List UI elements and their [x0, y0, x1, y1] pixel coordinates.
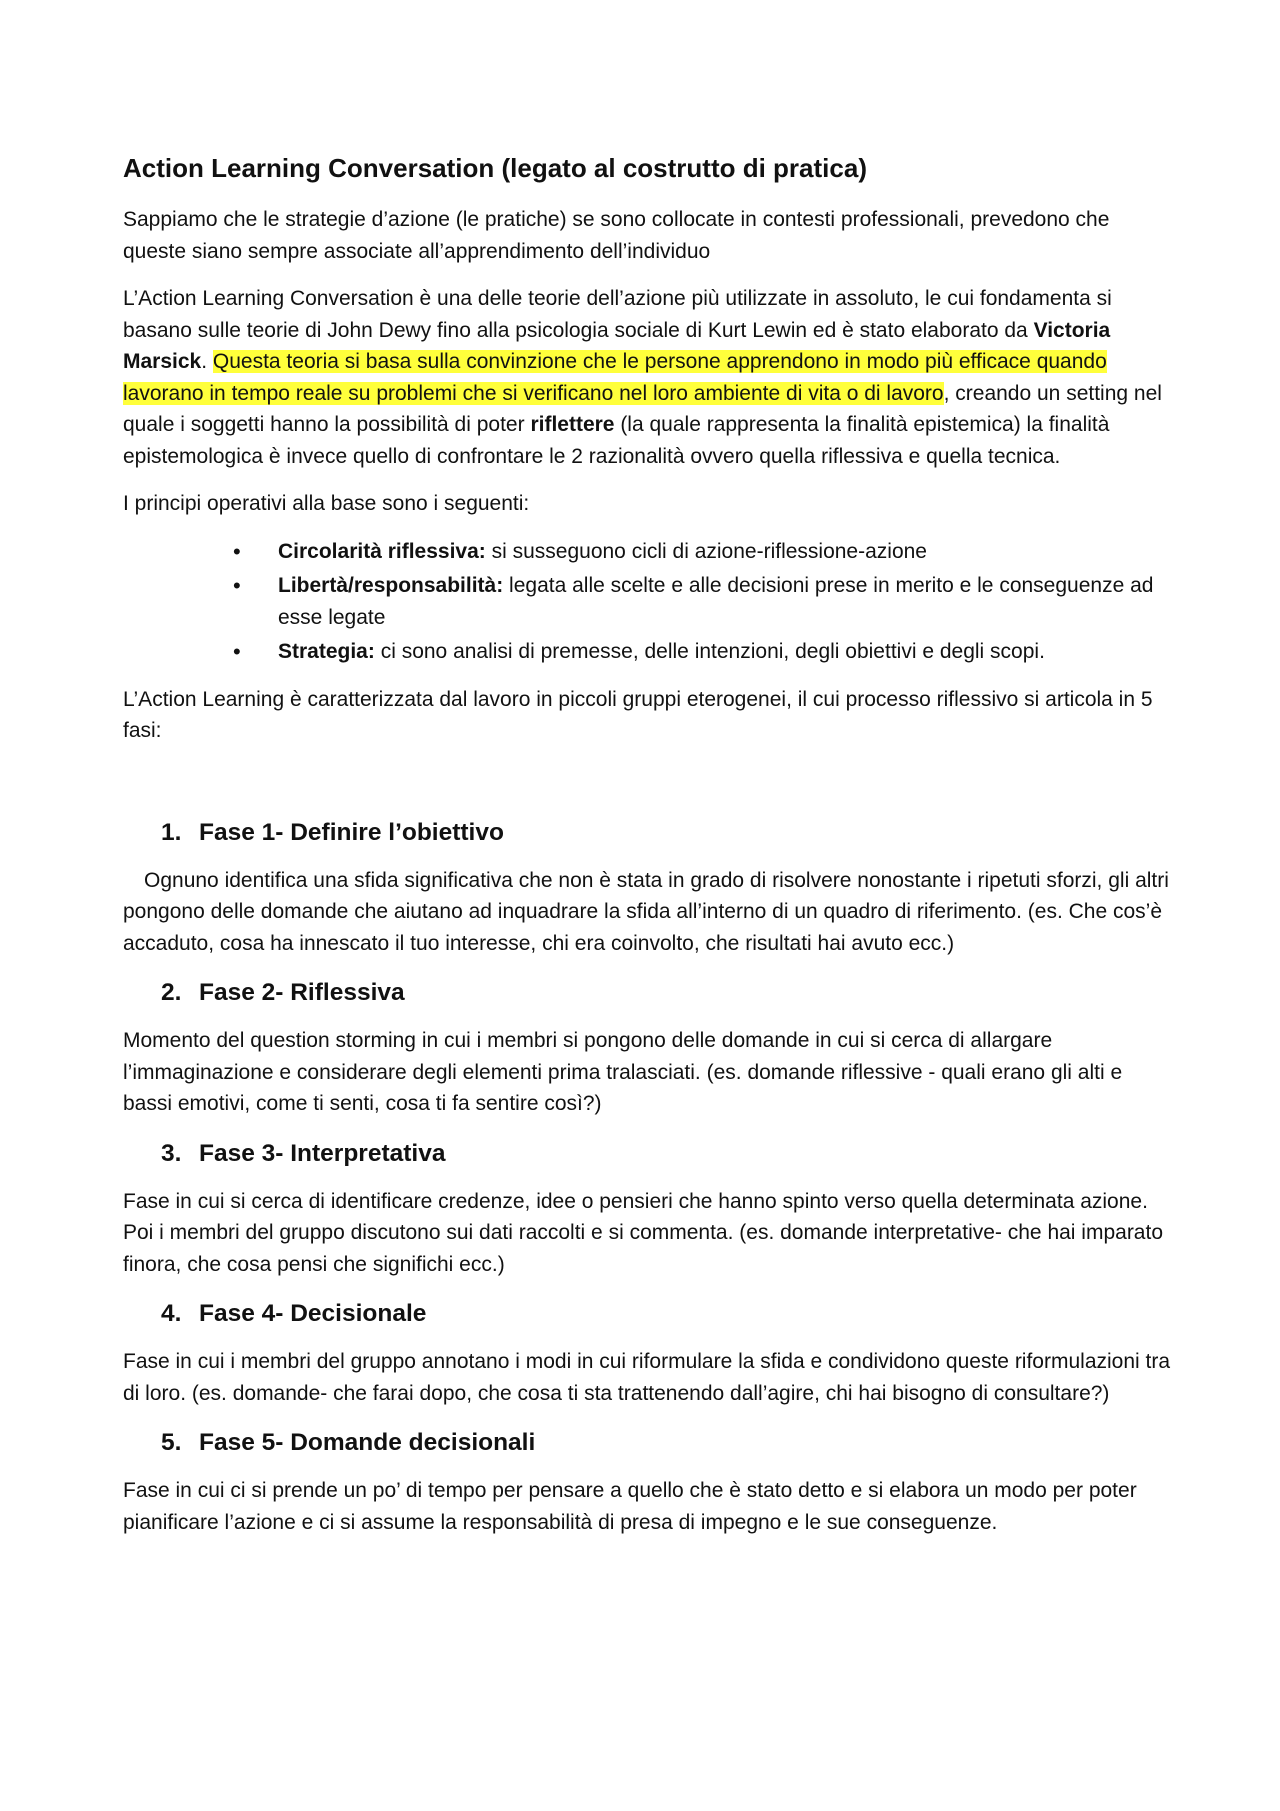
principle-term: Libertà/responsabilità: [278, 574, 504, 597]
phase-number: 5. [161, 1429, 182, 1456]
bullet-icon: • [233, 538, 241, 564]
spacer [123, 763, 1173, 815]
principle-term: Circolarità riflessiva: [278, 539, 486, 563]
principle-text: ci sono analisi di premesse, delle intenzioni, degli obiettivi e degli scopi. [374, 640, 1045, 663]
document-title: Action Learning Conversation (legato al costrutto di pratica) [123, 153, 867, 183]
highlighted-text: Questa teoria si basa sulla convinzione che le persone apprendono in modo più efficace quando lavorano in tempo reale su problemi che si verificano nel loro ambiente di vita o di lavoro [123, 350, 1107, 405]
principle-item [233, 536, 1173, 568]
phase-text-3: Fase in cui si cerca di identificare credenze, idee o pensieri che hanno spinto verso quella determinata azione. Poi i membri del gruppo discutono sui dati raccolti e si commenta. (es. domande interpretative- che hai imparato finora, che cosa pensi che significhi ecc.) [123, 1189, 1164, 1276]
principle-item [233, 636, 1173, 668]
bold-word-riflettere: riflettere [530, 413, 615, 436]
bullet-icon: • [233, 639, 241, 664]
phase-heading-3 [123, 1136, 1173, 1172]
theory-paragraph [123, 283, 1173, 472]
theory-text-part4: (la quale rappresenta la finalità epistemica) la finalità epistemologica è invece quello di confrontare le 2 razionalità ovvero quella riflessiva e quella tecnica. [123, 413, 1110, 468]
phase-text-5: Fase in cui ci si prende un po’ di tempo per pensare a quello che è stato detto e si elabora un modo per poter pianificare l’azione e ci si assume la responsabilità di presa di impegno e le sue conseguenze. [123, 1479, 1137, 1534]
principle-text: si susseguono cicli di azione-riflessione-azione [485, 539, 927, 563]
phase-number: 4. [161, 1300, 182, 1327]
phase-heading-4 [123, 1296, 1173, 1332]
phase-number: 2. [161, 979, 182, 1006]
phase-title: Fase 4- Decisionale [199, 1300, 427, 1327]
phase-title: Fase 2- Riflessiva [199, 979, 405, 1006]
phase-text-2: Momento del question storming in cui i membri si pongono delle domande in cui si cerca di allargare l’immaginazione e considerare degli elementi prima tralasciati. (es. domande riflessive - quali erano gli alti e bassi emotivi, come ti senti, cosa ti fa sentire così?) [123, 1029, 1123, 1115]
principles-list [123, 536, 1173, 668]
phase-title: Fase 1- Definire l’obiettivo [199, 818, 504, 846]
principles-intro: I principi operativi alla base sono i seguenti: [123, 492, 530, 515]
phase-number: 1. [161, 818, 182, 846]
principle-text: legata alle scelte e alle decisioni prese in merito e le conseguenze ad esse legate [278, 574, 1154, 629]
theory-text-part3: , creando un setting nel quale i soggetti hanno la possibilità di poter [123, 381, 1162, 436]
phase-heading-2 [123, 975, 1173, 1011]
phase-text-4: Fase in cui i membri del gruppo annotano i modi in cui riformulare la sfida e condividono queste riformulazioni tra di loro. (es. domande- che farai dopo, che cosa ti sta trattenendo dall’agire, chi hai bisogno di consultare?) [123, 1350, 1171, 1405]
phase-heading-5 [123, 1425, 1173, 1461]
principle-term: Strategia: [278, 640, 375, 663]
theory-text-part1: L’Action Learning Conversation è una delle teorie dell’azione più utilizzate in assoluto, le cui fondamenta si basano sulle teorie di John Dewy fino alla psicologia sociale di Kurt Lewin ed è stato elaborato da [123, 287, 1112, 342]
groups-paragraph: L’Action Learning è caratterizzata dal lavoro in piccoli gruppi eterogenei, il cui processo riflessivo si articola in 5 fasi: [123, 687, 1153, 742]
phase-title: Fase 5- Domande decisionali [199, 1429, 536, 1456]
phase-number: 3. [161, 1139, 182, 1167]
theory-text-part2: . [201, 350, 213, 373]
principle-item [233, 570, 1173, 633]
phase-heading-1 [123, 815, 1173, 851]
phase-text-1: Ognuno identifica una sfida significativa che non è stata in grado di risolvere nonostante i ripetuti sforzi, gli altri pongono delle domande che aiutano ad inquadrare la sfida all’interno di un quadro di riferimento. (es. Che cos’è accaduto, cosa ha innescato il tuo interesse, chi era coinvolto, che risultati hai avuto ecc.) [123, 868, 1169, 955]
author-name: Victoria Marsick [123, 318, 1111, 373]
intro-paragraph: Sappiamo che le strategie d’azione (le pratiche) se sono collocate in contesti professionali, prevedono che queste siano sempre associate all’apprendimento dell’individuo [123, 208, 1110, 263]
bullet-icon: • [233, 573, 241, 598]
phase-title: Fase 3- Interpretativa [199, 1139, 446, 1167]
document-body [123, 150, 1173, 1554]
